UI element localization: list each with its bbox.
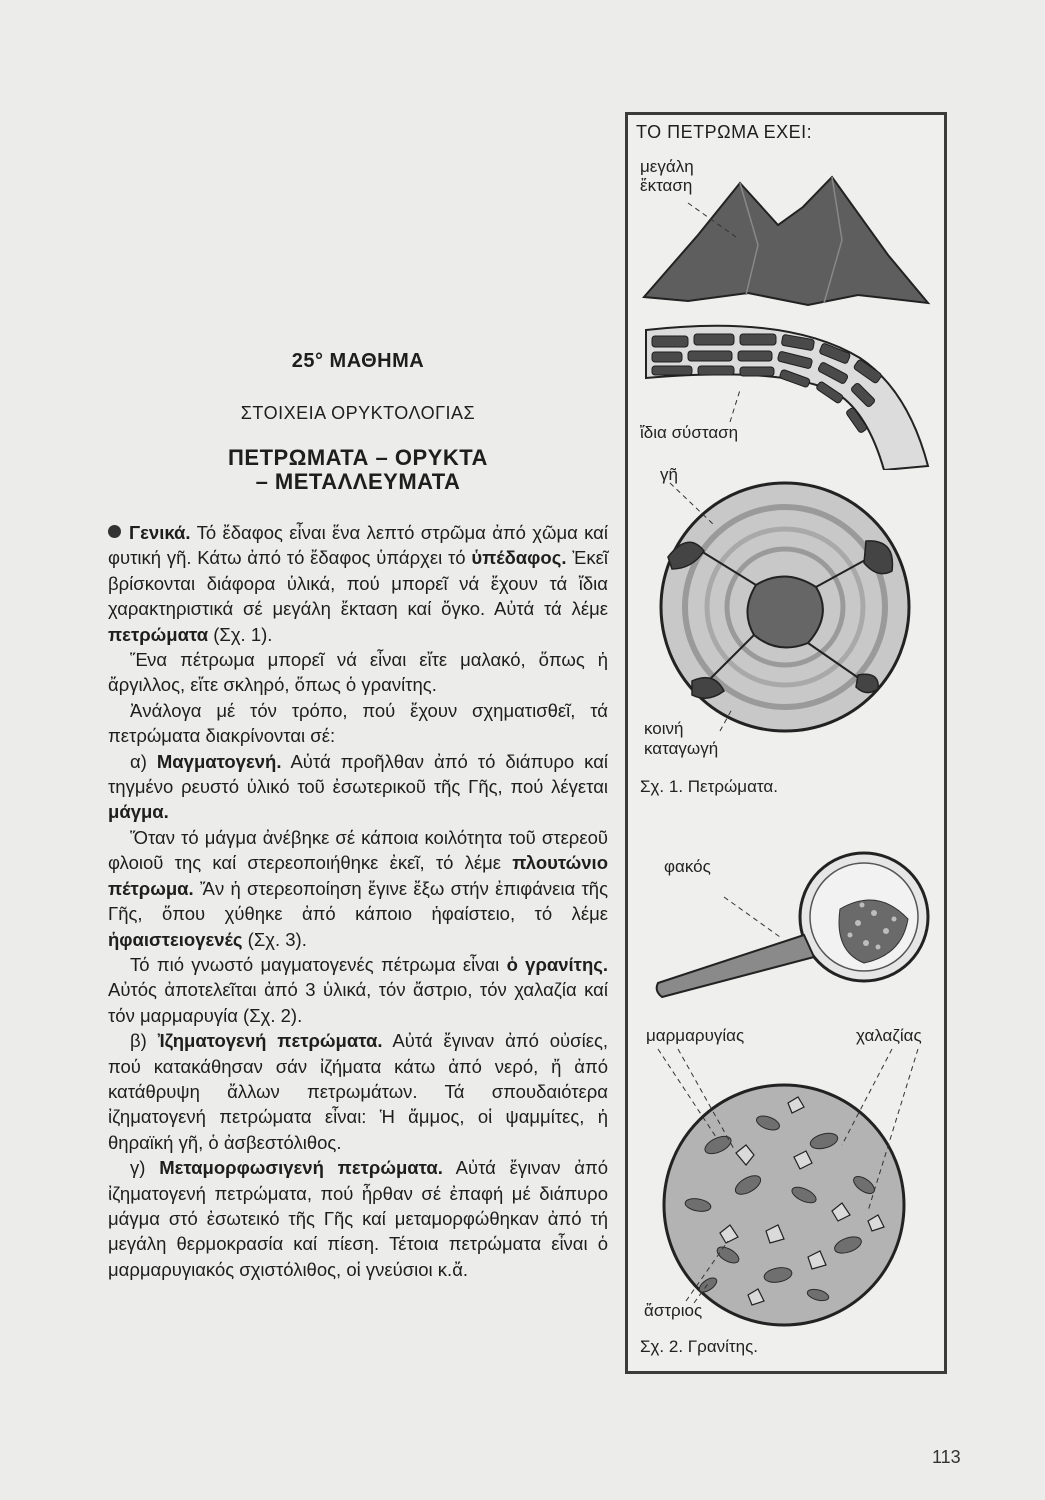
term-subsoil: ὑπέδαφος. <box>471 547 567 569</box>
figure-2-caption: Σχ. 2. Γρανίτης. <box>640 1337 759 1356</box>
mountains-illustration <box>628 155 944 315</box>
paragraph-rock-hardness: Ἕνα πέτρωμα μπορεῖ νά εἶναι εἴτε μαλακό, ὅπως ἡ ἄργιλλος, εἴτε σκληρό, ὅπως ὁ γρανίτης. <box>108 649 608 696</box>
text-run: (Σχ. 1). <box>208 623 273 645</box>
text-run: Αὐτά ἔγιναν ἀπό οὐσίες, πού κατακάθησαν σάν ἰζήματα κάτω ἀπό νερό, ἤ ἀπό κατάθρυψη ἄλλων πετρωμάτων. Τά σπουδαιότερα ἰζηματογενή πετρώματα εἶναι: Ἡ ἄμμος, οἱ ψαμμίτες, ἡ θηραϊκή γῆ, ὁ ἀσβεστόλιθος. <box>108 1030 608 1153</box>
paragraph-sedimentary <box>108 1028 608 1155</box>
label-common-origin-line-1: κοινή <box>644 719 684 738</box>
term-general: Γενικά. <box>129 522 191 543</box>
figure-panel <box>625 112 947 1374</box>
paragraph-classification: Ἀνάλογα μέ τόν τρόπο, πού ἔχουν σχηματισθεῖ, τά πετρώματα διακρίνονται σέ: <box>108 699 608 747</box>
granite-illustration <box>628 1045 944 1345</box>
term-granite: ὁ γρανίτης. <box>506 953 609 975</box>
label-lens: φακός <box>664 857 711 876</box>
text-run: Αὐτά προῆλθαν ἀπό τό διάπυρο καί τηγμένο ρευστό ὑλικό τοῦ ἐσωτερικοῦ τῆς Γῆς, πού λέγεται <box>108 750 609 798</box>
term-plutonic: πλουτώνιο πέτρωμα. <box>108 852 608 899</box>
text-run: Τό πιό γνωστό μαγματογενές πέτρωμα εἶναι <box>130 953 507 975</box>
page-number: 113 <box>932 1447 961 1467</box>
text-run: Ὅταν τό μάγμα ἀνέβηκε σέ κάποια κοιλότητα τοῦ στερεοῦ φλοιοῦ της καί στερεοποιήθηκε ἐκεῖ, τό λέμε <box>108 826 608 874</box>
label-earth: γῆ <box>660 465 678 484</box>
lesson-subject: ΣΤΟΙΧΕΙΑ ΟΡΥΚΤΟΛΟΓΙΑΣ <box>240 403 476 423</box>
label-common-origin-line-2: καταγωγή <box>644 739 719 758</box>
label-large-extent-line-2: ἔκταση <box>640 176 693 195</box>
label-mica: μαρμαρυγίας <box>646 1026 745 1045</box>
label-same-composition: ἴδια σύσταση <box>640 423 739 442</box>
paragraph-igneous <box>108 749 608 825</box>
chapter-title <box>108 446 608 494</box>
term-metamorphic: Μεταμορφωσιγενή πετρώματα. <box>159 1157 443 1179</box>
label-common-origin <box>644 719 718 759</box>
term-igneous: Μαγματογενή. <box>156 750 282 772</box>
paragraph-metamorphic <box>108 1155 608 1282</box>
term-rocks: πετρώματα <box>108 623 209 645</box>
paragraph-general <box>108 520 608 647</box>
earth-section-illustration <box>628 475 944 735</box>
text-column <box>108 340 608 1282</box>
text-run: α) <box>130 750 157 772</box>
text-run: γ) <box>130 1157 160 1179</box>
text-run: Τό ἔδαφος εἶναι ἕνα λεπτό στρῶμα ἀπό χῶμα καί φυτική γῆ. Κάτω ἀπό τό ἔδαφος ὑπάρχει τό <box>108 522 608 569</box>
lesson-number: 25° ΜΑΘΗΜΑ <box>291 350 425 372</box>
text-run: Ἐκεῖ βρίσκονται διάφορα ὑλικά, πού μπορεῖ νά ἔχουν τά ἴδια χαρακτηριστικά σέ μεγάλη ἔκταση καί ὄγκο. Αὐτά τά λέμε <box>108 547 608 620</box>
panel-title: ΤΟ ΠΕΤΡΩΜΑ ΕΧΕΙ: <box>636 122 813 142</box>
term-magma: μάγμα. <box>108 801 169 823</box>
text-run: β) <box>130 1030 158 1052</box>
label-large-extent-line-1: μεγάλη <box>640 157 694 176</box>
figure-1-caption: Σχ. 1. Πετρώματα. <box>640 777 778 796</box>
term-sedimentary: Ἰζηματογενή πετρώματα. <box>157 1030 383 1052</box>
chapter-title-line-1: ΠΕΤΡΩΜΑΤΑ – ΟΡΥΚΤΑ <box>228 445 488 470</box>
rock-layers-illustration <box>628 320 944 470</box>
text-run: Αὐτός ἀποτελεῖται ἀπό 3 ὑλικά, τόν ἄστριο, τόν χαλαζία καί τόν μαρμαρυγία (Σχ. 2). <box>108 979 608 1026</box>
paragraph-plutonic <box>108 825 608 952</box>
bullet-dot-icon <box>108 525 121 538</box>
magnifying-glass-illustration <box>628 827 944 1007</box>
chapter-title-line-2: – ΜΕΤΑΛΛΕΥΜΑΤΑ <box>255 469 461 494</box>
label-quartz: χαλαζίας <box>856 1026 922 1045</box>
label-feldspar: ἄστριος <box>644 1301 703 1320</box>
term-volcanic: ἡφαιστειογενές <box>108 928 243 950</box>
text-run: (Σχ. 3). <box>242 928 307 950</box>
paragraph-granite <box>108 952 608 1028</box>
text-run: Ἄν ἡ στερεοποίηση ἔγινε ἔξω στήν ἐπιφάνεια τῆς Γῆς, ὅπου χύθηκε ἀπό κάποιο ἡφαίστειο, τό λέμε <box>108 877 608 925</box>
text-run: Αὐτά ἔγιναν ἀπό ἰζηματογενή πετρώματα, πού ἦρθαν σέ ἐπαφή μέ διάπυρο μάγμα στό ἐσωτεικό τῆς Γῆς καί μεταμορφώθηκαν ἀπό τή μεγάλη θερμοκρασία καί πίεση. Τέτοια πετρώματα εἶναι ὁ μαρμαρυγιακός σχιστόλιθος, οἱ γνεύσιοι κ.ἄ. <box>108 1157 608 1280</box>
